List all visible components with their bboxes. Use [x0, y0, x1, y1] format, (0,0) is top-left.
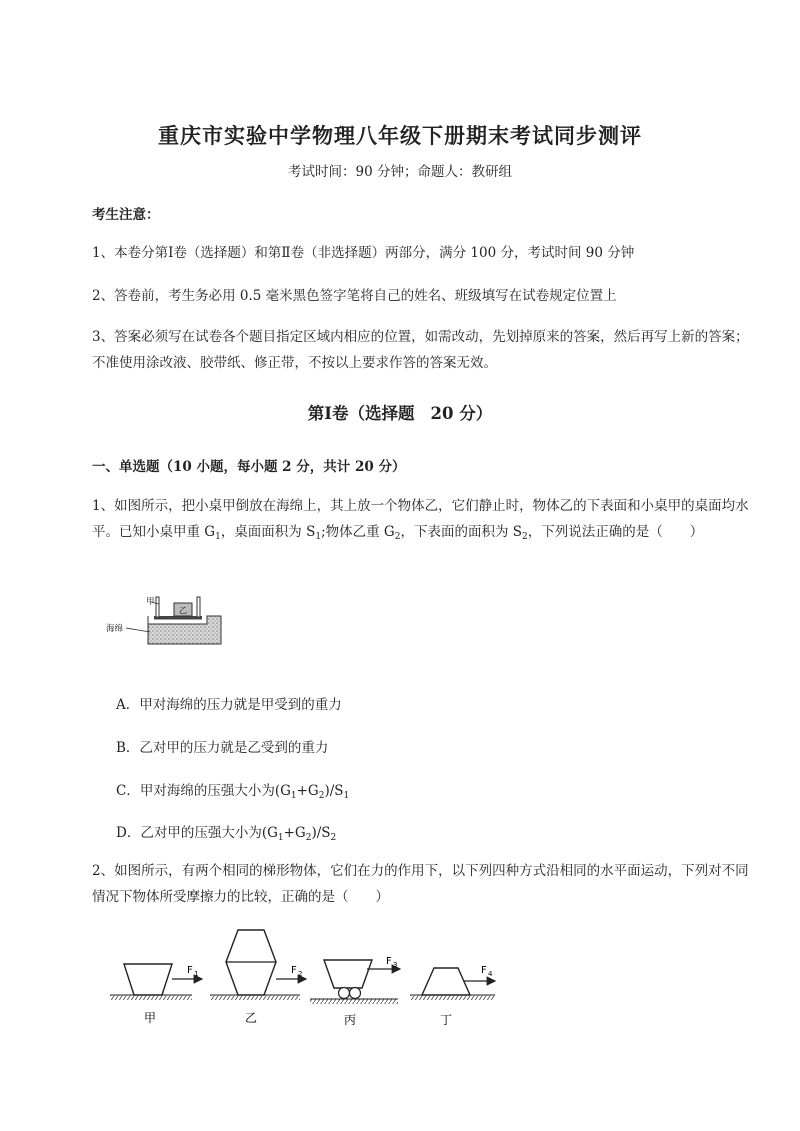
- figure-label-jia: 甲: [143, 1011, 157, 1025]
- q1-text-c: ;物体乙重 G: [321, 524, 395, 540]
- q2-figure-trapezoids: [110, 924, 530, 1034]
- q1-option-c: [116, 779, 349, 801]
- exam-subtitle: 考试时间：90 分钟；命题人：教研组: [288, 164, 512, 180]
- q1-text-a: 1、如图所示，把小桌甲倒放在海绵上，其上放一个物体乙，它们静止时，物体乙的下表面和小桌甲的桌面均水平。已知小桌甲重 G: [92, 498, 749, 540]
- force-f3-sub: 3: [393, 961, 398, 969]
- force-f2-sub: 2: [298, 970, 303, 978]
- figure-label-bing: 丙: [343, 1013, 357, 1027]
- plus: +G: [283, 825, 306, 841]
- label-jia: 甲: [146, 597, 155, 607]
- sub: 1: [277, 833, 284, 843]
- figure-label-ding: 丁: [439, 1013, 453, 1027]
- sub: 2: [305, 833, 312, 843]
- force-f2-letter: F: [291, 965, 297, 976]
- q1-figure-table-sponge: [104, 594, 234, 652]
- q1-option-d: [116, 821, 336, 843]
- page-title: 重庆市实验中学物理八年级下册期末考试同步测评: [158, 123, 642, 148]
- force-f3-letter: F: [386, 956, 392, 967]
- force-f4-letter: F: [481, 965, 487, 976]
- q1-option-a: A．甲对海绵的压力就是甲受到的重力: [116, 697, 342, 713]
- close: )/S: [324, 783, 344, 799]
- q1-option-b: B．乙对甲的压力就是乙受到的重力: [116, 740, 329, 756]
- notice-item-2: 2、答卷前，考生务必用 0.5 毫米黑色签字笔将自己的姓名、班级填写在试卷规定位置上: [92, 288, 617, 304]
- sub: 2: [318, 791, 325, 801]
- q1-option-c-text: C．甲对海绵的压强大小为(G: [116, 783, 291, 799]
- plus: +G: [296, 783, 319, 799]
- q1-text-b: ，桌面面积为 S: [220, 524, 316, 540]
- label-sponge: 海绵: [106, 624, 124, 634]
- q1-option-d-text: D．乙对甲的压强大小为(G: [116, 825, 278, 841]
- question-2-text: 2、如图所示，有两个相同的梯形物体，它们在力的作用下，以下列四种方式沿相同的水平面运动，下列对不同情况下物体所受摩擦力的比较，正确的是（ ）: [92, 863, 749, 905]
- q1-sub: 2: [522, 532, 528, 542]
- section-title-text: 第Ⅰ卷（选择题: [307, 404, 415, 423]
- notice-heading: 考生注意：: [92, 207, 160, 223]
- sub: 2: [330, 833, 337, 843]
- part-heading: 一、单选题（10 小题，每小题 2 分，共计 20 分）: [92, 459, 406, 475]
- sub: 1: [290, 791, 297, 801]
- force-f4-sub: 4: [488, 970, 493, 978]
- notice-item-3: 3、答案必须写在试卷各个题目指定区域内相应的位置，如需改动，先划掉原来的答案，然后再写上新的答案；不准使用涂改液、胶带纸、修正带，不按以上要求作答的答案无效。: [92, 329, 749, 371]
- q1-sub: 1: [315, 532, 322, 542]
- q1-text-d: ，下表面的面积为 S: [400, 524, 522, 540]
- q1-sub: 2: [394, 532, 401, 542]
- close: )/S: [311, 825, 331, 841]
- section-score: 20 分）: [430, 404, 493, 423]
- q1-sub: 1: [215, 532, 221, 542]
- q1-text-e: ，下列说法正确的是（ ）: [527, 524, 704, 540]
- label-yi: 乙: [179, 606, 187, 615]
- sub: 1: [343, 791, 350, 801]
- section-title: [0, 400, 800, 424]
- force-f1-sub: 1: [194, 970, 199, 978]
- force-f1-letter: F: [187, 965, 193, 976]
- notice-item-1: 1、本卷分第Ⅰ卷（选择题）和第Ⅱ卷（非选择题）两部分，满分 100 分，考试时间 90 分钟: [92, 245, 635, 261]
- question-1-text: [92, 493, 752, 550]
- figure-label-yi: 乙: [244, 1011, 258, 1025]
